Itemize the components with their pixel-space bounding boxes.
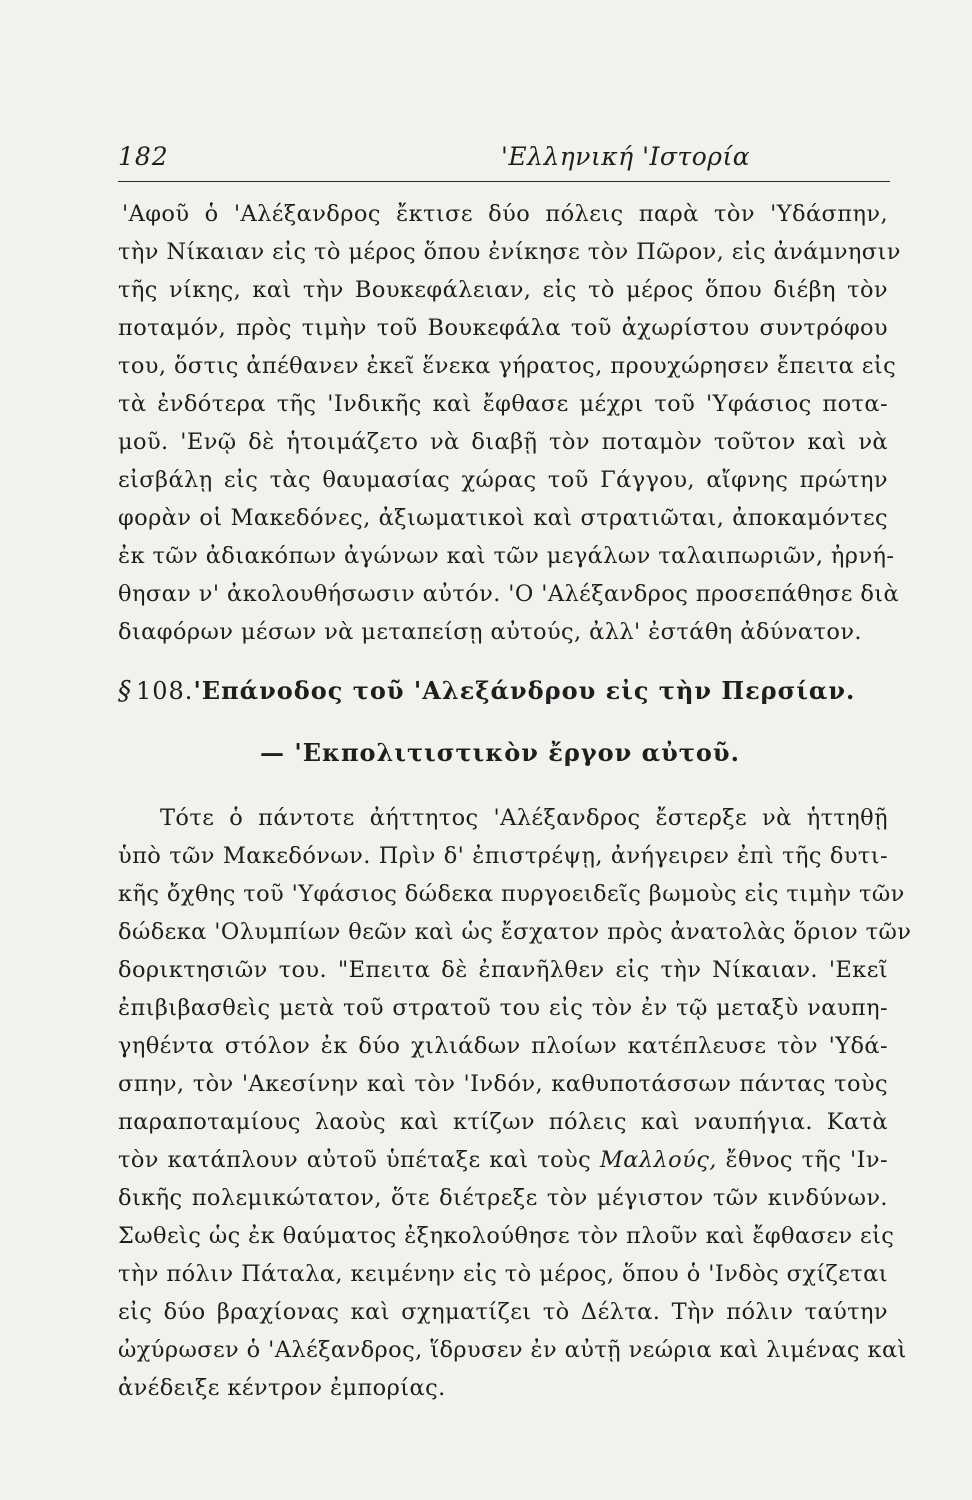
text-line: τὴν πόλιν Πάταλα, κειμένην εἰς τὸ μέρος, ὅπου ὁ 'Ινδὸς σχίζεται [118,1261,888,1287]
italic-name-mallous: Μαλλούς, [599,1147,717,1173]
text-line: παραποταμίους λαοὺς καὶ κτίζων πόλεις καὶ ναυπήγια. Κατὰ [118,1109,888,1135]
page-number: 182 [118,142,169,171]
header-rule [118,181,890,182]
text-line: σπην, τὸν 'Ακεσίνην καὶ τὸν 'Ινδόν, καθυποτάσσων πάντας τοὺς [118,1071,888,1097]
text-line: μοῦ. 'Ενῷ δὲ ἡτοιμάζετο νὰ διαβῇ τὸν ποταμὸν τοῦτον καὶ νὰ [118,429,888,455]
text-line: Τότε ὁ πάντοτε ἀήττητος 'Αλέξανδρος ἔστερξε νὰ ἡττηθῇ [160,805,888,831]
text-line: 'Αφοῦ ὁ 'Αλέξανδρος ἔκτισε δύο πόλεις παρὰ τὸν 'Υδάσπην, [122,201,888,227]
section-number: 108. [136,677,194,705]
text-line: ἀνέδειξε κέντρον ἐμπορίας. [118,1375,446,1401]
text-line [118,1142,888,1178]
section-title: 'Επάνοδος τοῦ 'Αλεξάνδρου εἰς τὴν Περσίαν. [193,676,856,705]
text-line: του, ὅστις ἀπέθανεν ἐκεῖ ἕνεκα γήρατος, προυχώρησεν ἔπειτα εἰς [118,353,897,379]
text-line: ἐπιβιβασθεὶς μετὰ τοῦ στρατοῦ του εἰς τὸν ἐν τῷ μεταξὺ ναυπη- [118,995,888,1021]
section-subtitle: — 'Εκπολιτιστικὸν ἔργον αὐτοῦ. [260,738,740,767]
section-sign: § [118,676,132,706]
text-line: ἐκ τῶν ἀδιακόπων ἀγώνων καὶ τῶν μεγάλων ταλαιπωριῶν, ἠρνή- [118,543,895,569]
text-span: ἔθνος τῆς 'Ιν- [725,1147,888,1173]
text-line: γηθέντα στόλον ἐκ δύο χιλιάδων πλοίων κατέπλευσε τὸν 'Υδά- [118,1033,888,1059]
text-line: τὴν Νίκαιαν εἰς τὸ μέρος ὅπου ἐνίκησε τὸν Πῶρον, εἰς ἀνάμνησιν [118,239,901,265]
text-line: φορὰν οἱ Μακεδόνες, ἀξιωματικοὶ καὶ στρατιῶται, ἀποκαμόντες [118,505,888,531]
text-line: εἰσβάλῃ εἰς τὰς θαυμασίας χώρας τοῦ Γάγγου, αἴφνης πρώτην [118,467,888,493]
text-line: εἰς δύο βραχίονας καὶ σχηματίζει τὸ Δέλτα. Τὴν πόλιν ταύτην [118,1299,888,1325]
text-line: διαφόρων μέσων νὰ μεταπείσῃ αὐτούς, ἀλλ' ἐστάθη ἀδύνατον. [118,619,862,645]
text-line: κῆς ὄχθης τοῦ 'Υφάσιος δώδεκα πυργοειδεῖς βωμοὺς εἰς τιμὴν τῶν [118,881,905,907]
text-line: τῆς νίκης, καὶ τὴν Βουκεφάλειαν, εἰς τὸ μέρος ὅπου διέβη τὸν [118,277,888,303]
text-line: ὑπὸ τῶν Μακεδόνων. Πρὶν δ' ἐπιστρέψῃ, ἀνήγειρεν ἐπὶ τῆς δυτι- [118,843,888,869]
text-span: τὸν κατάπλουν αὐτοῦ ὑπέταξε καὶ τοὺς [118,1147,592,1173]
text-line: τὰ ἐνδότερα τῆς 'Ινδικῆς καὶ ἔφθασε μέχρι τοῦ 'Υφάσιος ποτα- [118,391,888,417]
text-line: δορικτησιῶν του. "Επειτα δὲ ἐπανῆλθεν εἰς τὴν Νίκαιαν. 'Εκεῖ [118,957,888,983]
text-line: δώδεκα 'Ολυμπίων θεῶν καὶ ὡς ἔσχατον πρὸς ἀνατολὰς ὅριον τῶν [118,919,912,945]
section-heading [118,676,855,706]
text-line: Σωθεὶς ὡς ἐκ θαύματος ἐξηκολούθησε τὸν πλοῦν καὶ ἔφθασεν εἰς [118,1223,895,1249]
text-line: δικῆς πολεμικώτατον, ὅτε διέτρεξε τὸν μέγιστον τῶν κινδύνων. [118,1185,888,1211]
text-line: ποταμόν, πρὸς τιμὴν τοῦ Βουκεφάλα τοῦ ἀχωρίστου συντρόφου [118,315,888,341]
text-line: ὠχύρωσεν ὁ 'Αλέξανδρος, ἵδρυσεν ἐν αὐτῇ νεώρια καὶ λιμένας καὶ [118,1337,907,1363]
text-line: θησαν ν' ἀκολουθήσωσιν αὐτόν. 'Ο 'Αλέξανδρος προσεπάθησε διὰ [118,581,900,607]
page-header [118,136,888,176]
running-title: 'Ελληνική 'Ιστορία [501,142,751,171]
